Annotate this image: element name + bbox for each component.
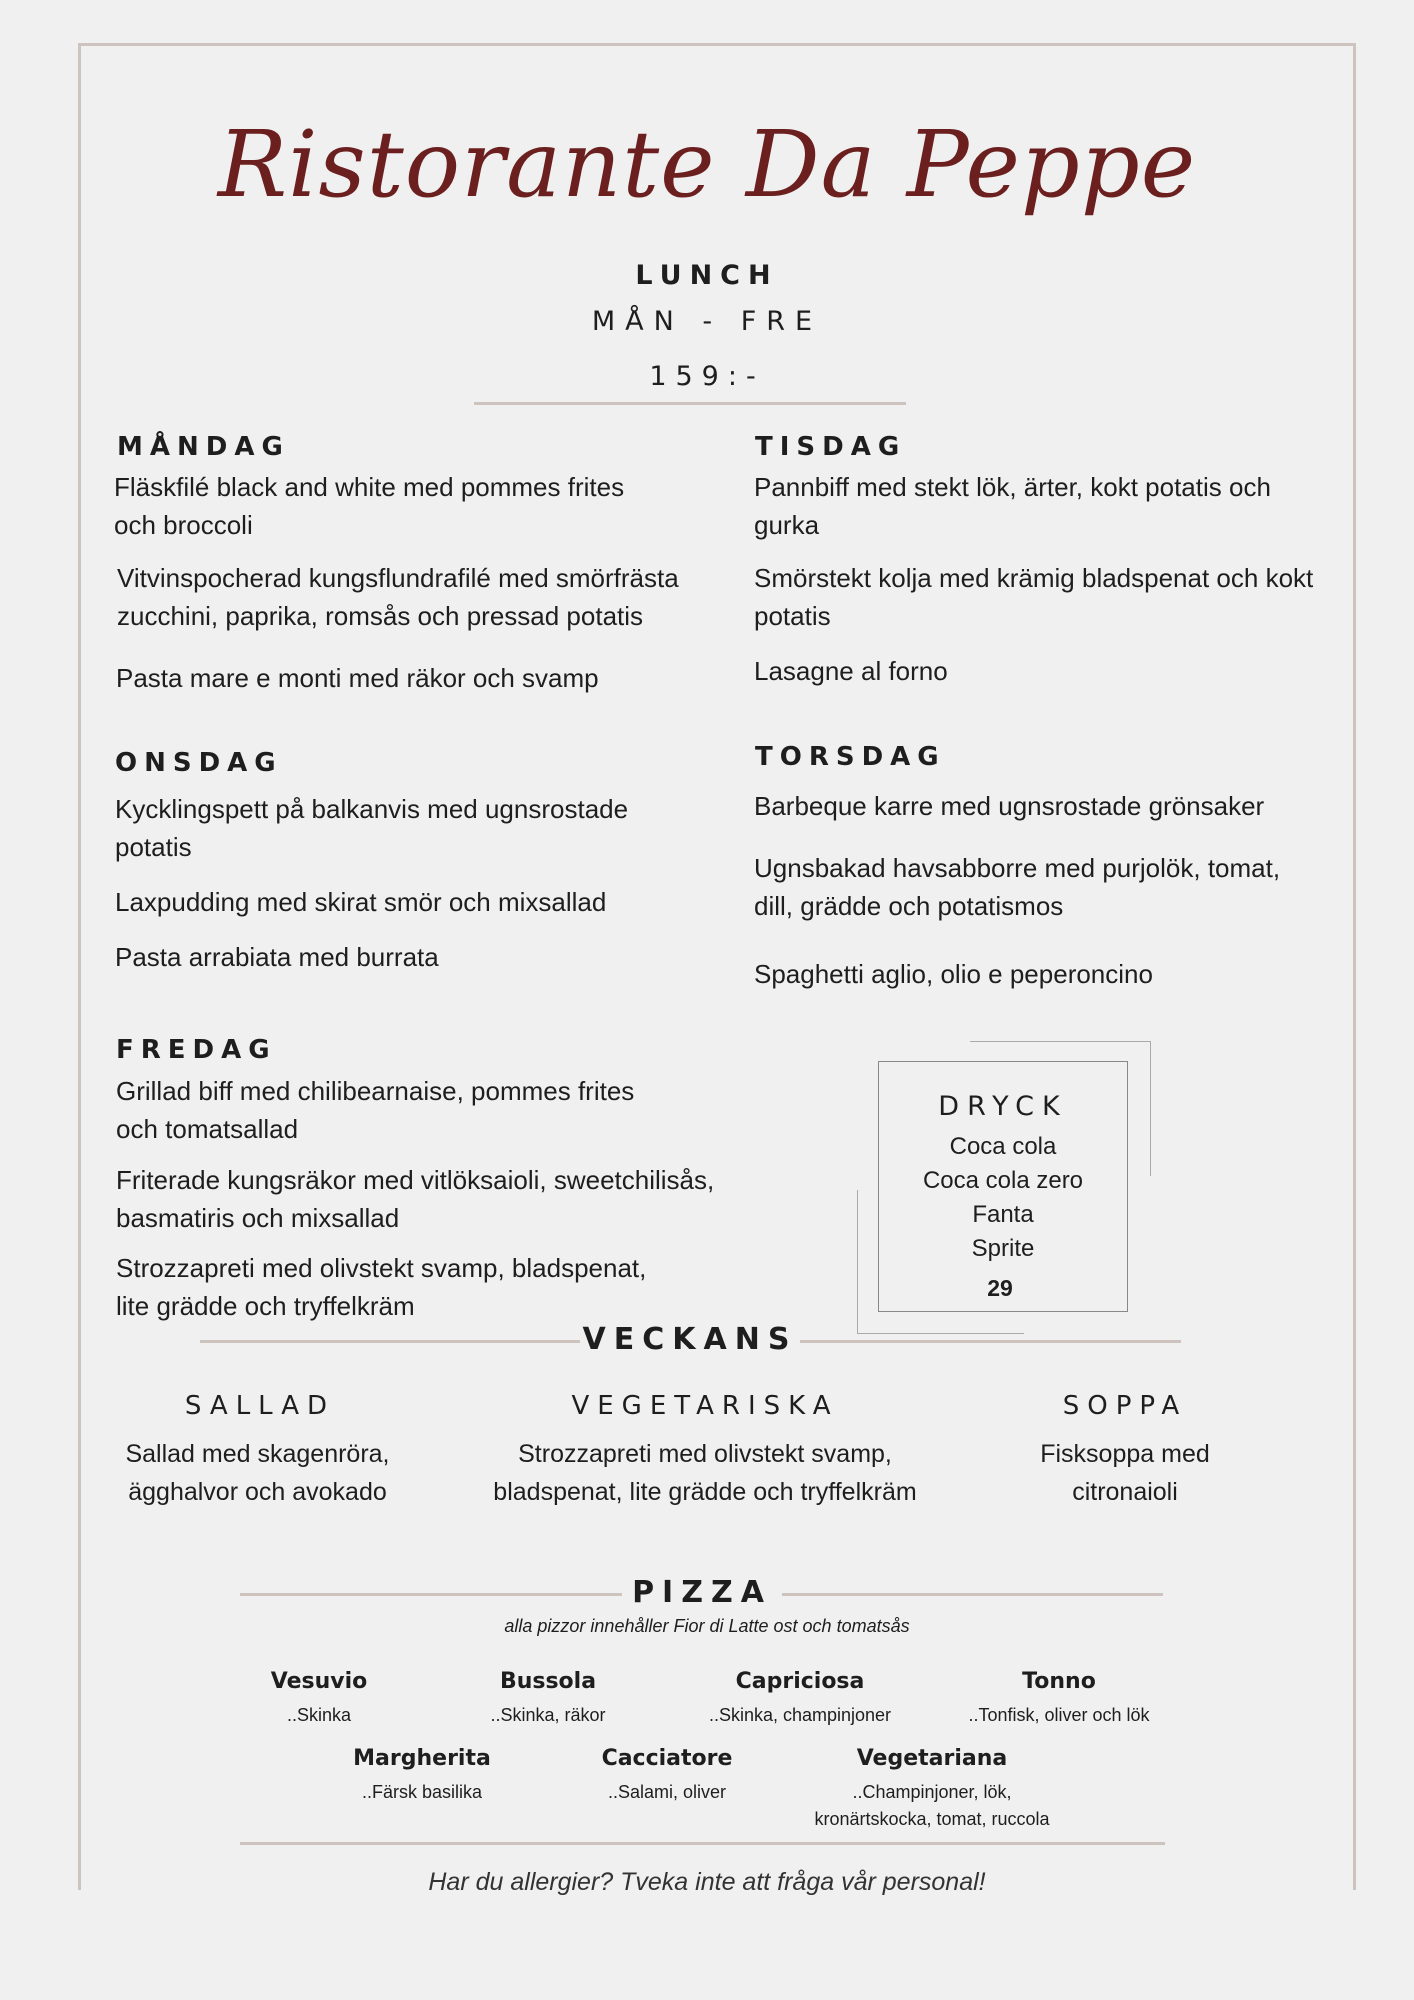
lunch-heading: LUNCH <box>635 260 779 291</box>
dish-tuesday-2: Smörstekt kolja med krämig bladspenat och kokt potatis <box>754 563 1314 631</box>
drink-price: 29 <box>987 1275 1013 1301</box>
dish-thursday-1: Barbeque karre med ugnsrostade grönsaker <box>754 791 1265 821</box>
pizza-name: Bussola <box>499 1669 597 1694</box>
dish-monday-2: Vitvinspocherad kungsflundrafilé med smörfrästa zucchini, paprika, romsås och pressad potatis <box>117 563 679 631</box>
dish-friday-3: Strozzapreti med olivstekt svamp, bladspenat, lite grädde och tryffelkräm <box>116 1253 647 1321</box>
allergy-note: Har du allergier? Tveka inte att fråga vår personal! <box>428 1868 986 1896</box>
soup-title: SOPPA <box>1062 1391 1188 1421</box>
pizza-name: Capriciosa <box>735 1669 865 1694</box>
days-text: MÅN - FRE <box>591 306 823 337</box>
veckans-rule-left <box>200 1340 580 1343</box>
pizza-rule-left <box>240 1593 622 1596</box>
dish-wednesday-2: Laxpudding med skirat smör och mixsallad <box>115 887 607 917</box>
dish-thursday-2: Ugnsbakad havsabborre med purjolök, tomat, dill, grädde och potatismos <box>754 853 1281 921</box>
restaurant-name: Ristorante Da Peppe <box>217 111 1197 218</box>
pizza-bottom-rule <box>240 1842 1165 1845</box>
dish-friday-2: Friterade kungsräkor med vitlöksaioli, sweetchilisås, basmatiris och mixsallad <box>116 1165 715 1233</box>
day-title-friday: FREDAG <box>116 1035 277 1065</box>
day-title-wednesday: ONSDAG <box>115 748 283 778</box>
dish-tuesday-3: Lasagne al forno <box>754 656 948 686</box>
pizza-ingredients: ..Färsk basilika <box>361 1782 483 1802</box>
soup-text: Fisksoppa med citronaioli <box>1040 1440 1210 1506</box>
pizza-ingredients: ..Salami, oliver <box>607 1782 727 1802</box>
veckans-rule-right <box>800 1340 1181 1343</box>
frame-border-top <box>78 43 1356 46</box>
drink-item: Sprite <box>971 1235 1035 1262</box>
pizza-rule-right <box>782 1593 1163 1596</box>
pizza-name: Vesuvio <box>270 1669 368 1694</box>
dish-thursday-3: Spaghetti aglio, olio e peperoncino <box>754 959 1153 989</box>
header-divider <box>474 402 906 405</box>
lunch-price: 159:- <box>649 361 765 392</box>
frame-border-left <box>78 43 81 1890</box>
pizza-ingredients: ..Skinka <box>286 1705 352 1725</box>
vegetarian-text: Strozzapreti med olivstekt svamp, bladspenat, lite grädde och tryffelkräm <box>493 1440 917 1506</box>
day-title-tuesday: TISDAG <box>755 432 907 462</box>
dish-wednesday-3: Pasta arrabiata med burrata <box>115 942 439 972</box>
day-title-monday: MÅNDAG <box>117 432 290 462</box>
dish-tuesday-1: Pannbiff med stekt lök, ärter, kokt potatis och gurka <box>754 472 1271 540</box>
drink-item: Coca cola <box>949 1133 1057 1160</box>
dish-friday-1: Grillad biff med chilibearnaise, pommes frites och tomatsallad <box>116 1076 635 1144</box>
drink-item: Coca cola zero <box>922 1167 1084 1194</box>
pizza-ingredients: ..Tonfisk, oliver och lök <box>968 1705 1150 1725</box>
salad-text: Sallad med skagenröra, ägghalvor och avokado <box>125 1440 390 1506</box>
pizza-note: alla pizzor innehåller Fior di Latte ost och tomatsås <box>504 1616 910 1636</box>
drink-item: Fanta <box>972 1201 1034 1228</box>
pizza-ingredients: ..Champinjoner, lök, kronärtskocka, tomat, ruccola <box>814 1782 1050 1829</box>
dish-wednesday-1: Kycklingspett på balkanvis med ugnsrostade potatis <box>115 794 629 862</box>
pizza-title: PIZZA <box>632 1575 772 1610</box>
drink-title: DRYCK <box>938 1091 1068 1122</box>
dish-monday-3: Pasta mare e monti med räkor och svamp <box>116 663 599 693</box>
pizza-ingredients: ..Skinka, champinjoner <box>708 1705 892 1725</box>
pizza-name: Cacciatore <box>601 1746 733 1771</box>
vegetarian-title: VEGETARISKA <box>571 1391 839 1421</box>
day-title-thursday: TORSDAG <box>755 742 946 772</box>
veckans-title: VECKANS <box>582 1322 798 1357</box>
pizza-name: Vegetariana <box>856 1746 1008 1771</box>
pizza-name: Margherita <box>353 1746 491 1771</box>
pizza-name: Tonno <box>1022 1669 1096 1694</box>
pizza-ingredients: ..Skinka, räkor <box>490 1705 606 1725</box>
salad-title: SALLAD <box>184 1391 336 1421</box>
dish-monday-1: Fläskfilé black and white med pommes frites och broccoli <box>114 472 625 540</box>
frame-border-right <box>1353 43 1356 1890</box>
